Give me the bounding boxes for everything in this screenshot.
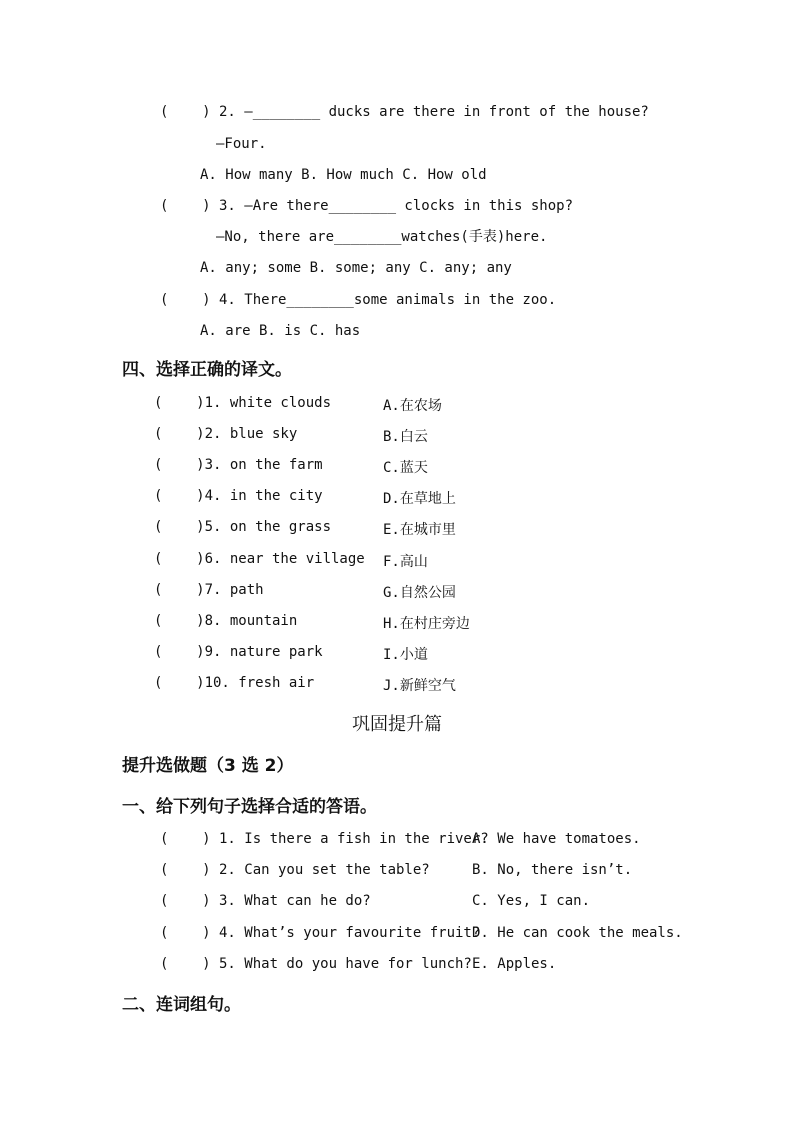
match-item-right: C.蓝天 xyxy=(383,460,428,476)
match-item-left: ( )1. white clouds xyxy=(154,395,332,411)
response-item-right: E. Apples. xyxy=(472,956,557,972)
section-2-heading: 二、连词组句。 xyxy=(122,995,241,1015)
match-item-left: ( )5. on the grass xyxy=(154,519,332,535)
match-item-right: E.在城市里 xyxy=(383,522,456,538)
section-1-heading: 一、给下列句子选择合适的答语。 xyxy=(122,797,377,817)
match-item-right: H.在村庄旁边 xyxy=(383,616,470,632)
response-item-left: ( ) 4. What’s your favourite fruit? xyxy=(160,925,481,941)
match-item-right: F.高山 xyxy=(383,554,428,570)
match-item-right: I.小道 xyxy=(383,647,428,663)
question-3-options: A. any; some B. some; any C. any; any xyxy=(200,260,512,276)
response-item-left: ( ) 5. What do you have for lunch? xyxy=(160,956,472,972)
question-3: ( ) 3. —Are there________ clocks in this shop? xyxy=(160,198,574,214)
match-item-right: G.自然公园 xyxy=(383,585,456,601)
response-item-left: ( ) 1. Is there a fish in the river? xyxy=(160,831,489,847)
response-item-right: B. No, there isn’t. xyxy=(472,862,633,878)
optional-subheading: 提升选做题（3 选 2） xyxy=(122,756,294,776)
match-item-right: D.在草地上 xyxy=(383,491,456,507)
question-2-options: A. How many B. How much C. How old xyxy=(200,167,487,183)
response-item-left: ( ) 3. What can he do? xyxy=(160,893,371,909)
match-item-left: ( )8. mountain xyxy=(154,613,298,629)
question-4: ( ) 4. There________some animals in the zoo. xyxy=(160,292,557,308)
match-item-right: J.新鲜空气 xyxy=(383,678,456,694)
response-item-left: ( ) 2. Can you set the table? xyxy=(160,862,430,878)
question-2: ( ) 2. —________ ducks are there in front of the house? xyxy=(160,104,649,120)
match-item-left: ( )9. nature park xyxy=(154,644,323,660)
match-item-left: ( )10. fresh air xyxy=(154,675,315,691)
match-item-left: ( )7. path xyxy=(154,582,264,598)
question-3-reply: —No, there are________watches(手表)here. xyxy=(216,229,548,245)
match-item-left: ( )4. in the city xyxy=(154,488,323,504)
question-4-options: A. are B. is C. has xyxy=(200,323,361,339)
section-4-heading: 四、选择正确的译文。 xyxy=(122,360,292,380)
response-item-right: A. We have tomatoes. xyxy=(472,831,641,847)
match-item-right: B.白云 xyxy=(383,429,428,445)
section-title: 巩固提升篇 xyxy=(352,714,442,735)
question-2-reply: —Four. xyxy=(216,136,267,152)
match-item-left: ( )6. near the village xyxy=(154,551,365,567)
response-item-right: C. Yes, I can. xyxy=(472,893,591,909)
match-item-right: A.在农场 xyxy=(383,398,442,414)
match-item-left: ( )2. blue sky xyxy=(154,426,298,442)
match-item-left: ( )3. on the farm xyxy=(154,457,323,473)
response-item-right: D. He can cook the meals. xyxy=(472,925,683,941)
